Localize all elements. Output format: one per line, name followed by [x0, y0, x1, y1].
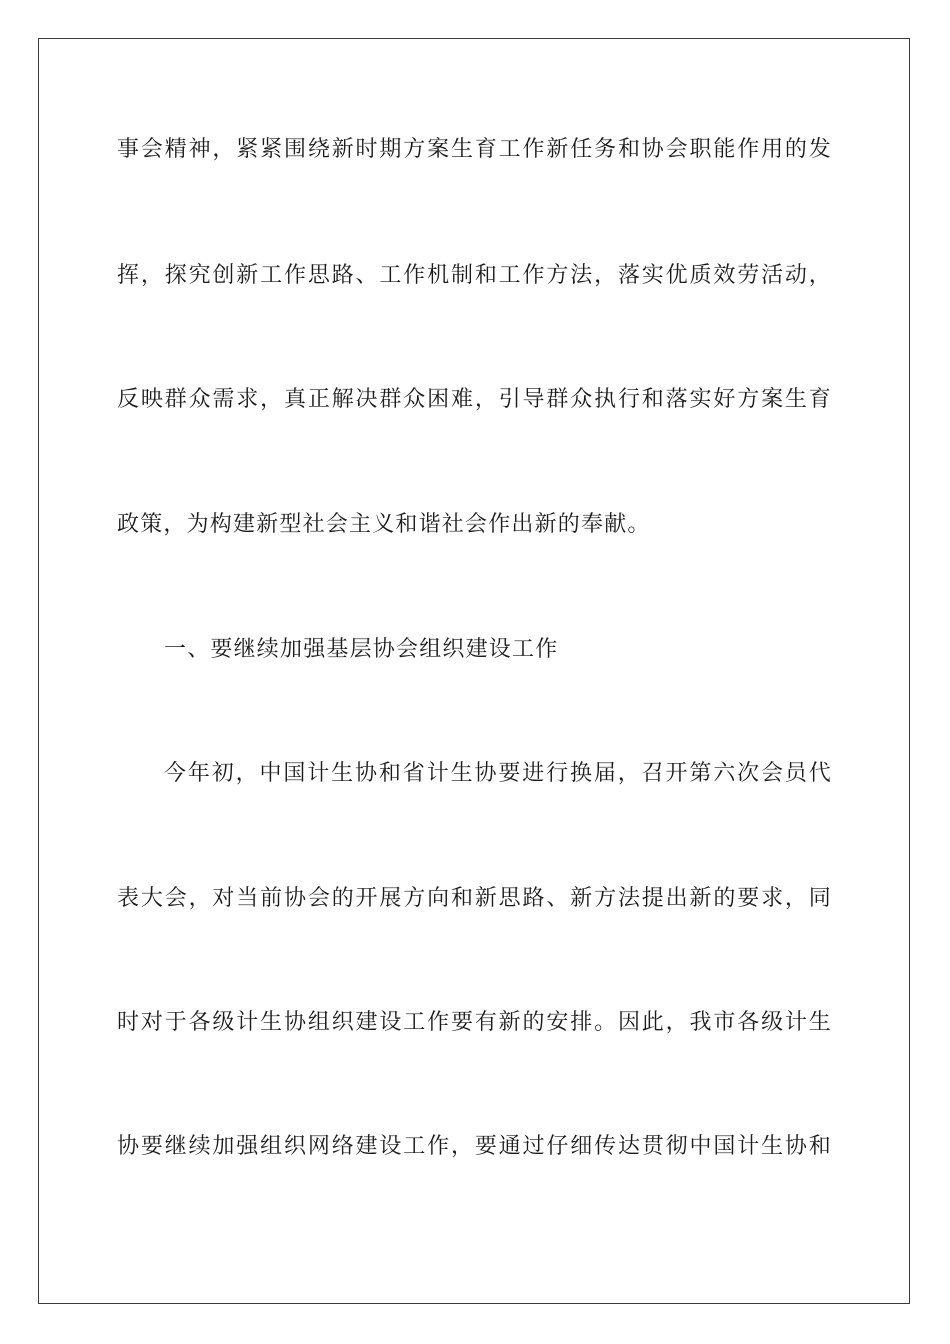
paragraph-line-8: 协要继续加强组织网络建设工作，要通过仔细传达贯彻中国计生协和: [117, 1134, 832, 1159]
paragraph-line-3: 反映群众需求，真正解决群众困难，引导群众执行和落实好方案生育: [117, 387, 832, 412]
paragraph-line-2: 挥，探究创新工作思路、工作机制和工作方法，落实优质效劳活动，: [117, 263, 832, 288]
section-heading: 一、要继续加强基层协会组织建设工作: [164, 637, 559, 662]
paragraph-line-4: 政策，为构建新型社会主义和谐社会作出新的奉献。: [117, 512, 651, 537]
paragraph-line-1: 事会精神，紧紧围绕新时期方案生育工作新任务和协会职能作用的发: [117, 137, 832, 162]
paragraph-line-6: 表大会，对当前协会的开展方向和新思路、新方法提出新的要求，同: [117, 886, 832, 911]
paragraph-line-7: 时对于各级计生协组织建设工作要有新的安排。因此，我市各级计生: [117, 1010, 832, 1035]
page-border: [38, 38, 910, 1304]
paragraph-line-5: 今年初，中国计生协和省计生协要进行换届，召开第六次会员代: [164, 761, 832, 786]
